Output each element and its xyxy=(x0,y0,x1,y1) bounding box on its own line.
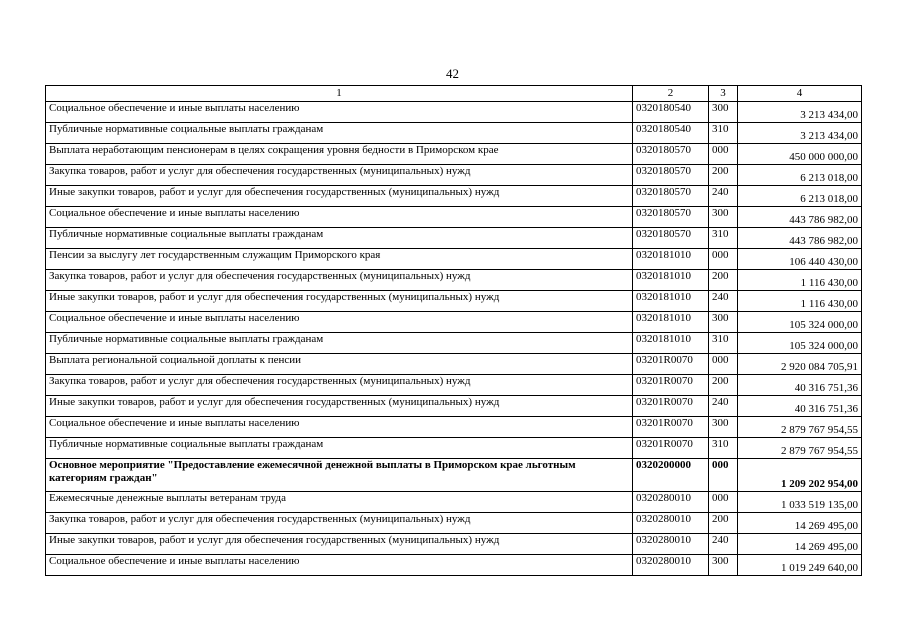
row-code: 03201R0070 xyxy=(633,375,709,396)
row-name: Публичные нормативные социальные выплаты гражданам xyxy=(46,123,633,144)
row-amount: 2 879 767 954,55 xyxy=(738,417,862,438)
row-name: Социальное обеспечение и иные выплаты населению xyxy=(46,555,633,576)
table-row xyxy=(46,186,862,207)
row-amount: 1 033 519 135,00 xyxy=(738,492,862,513)
table-row xyxy=(46,396,862,417)
row-code: 0320200000 xyxy=(633,459,709,492)
row-name: Иные закупки товаров, работ и услуг для обеспечения государственных (муниципальных) нужд xyxy=(46,396,633,417)
row-amount: 2 920 084 705,91 xyxy=(738,354,862,375)
budget-table-body xyxy=(46,86,862,576)
row-amount: 14 269 495,00 xyxy=(738,534,862,555)
row-code: 0320180570 xyxy=(633,207,709,228)
row-amount: 6 213 018,00 xyxy=(738,165,862,186)
row-type: 200 xyxy=(709,270,738,291)
row-name: Публичные нормативные социальные выплаты гражданам xyxy=(46,438,633,459)
row-amount: 1 116 430,00 xyxy=(738,291,862,312)
row-code: 0320181010 xyxy=(633,249,709,270)
page-number: 42 xyxy=(446,66,459,81)
row-type: 240 xyxy=(709,396,738,417)
row-code: 0320180570 xyxy=(633,228,709,249)
table-row xyxy=(46,102,862,123)
row-code: 0320180570 xyxy=(633,165,709,186)
row-code: 0320180570 xyxy=(633,186,709,207)
row-code: 03201R0070 xyxy=(633,417,709,438)
row-amount: 1 019 249 640,00 xyxy=(738,555,862,576)
row-name: Закупка товаров, работ и услуг для обеспечения государственных (муниципальных) нужд xyxy=(46,270,633,291)
row-amount: 1 209 202 954,00 xyxy=(738,459,862,492)
row-code: 0320280010 xyxy=(633,555,709,576)
row-type: 300 xyxy=(709,312,738,333)
table-row xyxy=(46,333,862,354)
row-name: Основное мероприятие "Предоставление ежемесячной денежной выплаты в Приморском крае льготным категориям граждан" xyxy=(46,459,633,492)
row-type: 200 xyxy=(709,165,738,186)
row-name: Пенсии за выслугу лет государственным служащим Приморского края xyxy=(46,249,633,270)
table-row xyxy=(46,375,862,396)
row-code: 0320180540 xyxy=(633,102,709,123)
row-code: 0320280010 xyxy=(633,513,709,534)
table-row xyxy=(46,492,862,513)
row-amount: 443 786 982,00 xyxy=(738,228,862,249)
table-row xyxy=(46,438,862,459)
row-amount: 40 316 751,36 xyxy=(738,375,862,396)
row-type: 240 xyxy=(709,186,738,207)
header-col-amount: 4 xyxy=(738,86,862,102)
row-name: Публичные нормативные социальные выплаты гражданам xyxy=(46,333,633,354)
row-type: 240 xyxy=(709,291,738,312)
row-amount: 3 213 434,00 xyxy=(738,102,862,123)
row-type: 000 xyxy=(709,492,738,513)
row-amount: 6 213 018,00 xyxy=(738,186,862,207)
row-name: Социальное обеспечение и иные выплаты населению xyxy=(46,417,633,438)
row-name: Иные закупки товаров, работ и услуг для обеспечения государственных (муниципальных) нужд xyxy=(46,534,633,555)
row-name: Выплата региональной социальной доплаты к пенсии xyxy=(46,354,633,375)
table-row xyxy=(46,228,862,249)
row-code: 03201R0070 xyxy=(633,354,709,375)
row-amount: 1 116 430,00 xyxy=(738,270,862,291)
row-name: Социальное обеспечение и иные выплаты населению xyxy=(46,102,633,123)
table-row xyxy=(46,249,862,270)
row-type: 300 xyxy=(709,102,738,123)
row-amount: 450 000 000,00 xyxy=(738,144,862,165)
row-amount: 2 879 767 954,55 xyxy=(738,438,862,459)
row-code: 03201R0070 xyxy=(633,438,709,459)
row-type: 240 xyxy=(709,534,738,555)
table-header-row xyxy=(46,86,862,102)
table-row xyxy=(46,312,862,333)
table-row xyxy=(46,417,862,438)
row-name: Иные закупки товаров, работ и услуг для обеспечения государственных (муниципальных) нужд xyxy=(46,186,633,207)
header-col-type: 3 xyxy=(709,86,738,102)
table-row xyxy=(46,513,862,534)
header-col-code: 2 xyxy=(633,86,709,102)
row-code: 0320280010 xyxy=(633,492,709,513)
row-code: 03201R0070 xyxy=(633,396,709,417)
row-type: 000 xyxy=(709,459,738,492)
row-name: Закупка товаров, работ и услуг для обеспечения государственных (муниципальных) нужд xyxy=(46,513,633,534)
row-name: Социальное обеспечение и иные выплаты населению xyxy=(46,312,633,333)
row-type: 300 xyxy=(709,555,738,576)
row-amount: 106 440 430,00 xyxy=(738,249,862,270)
table-row xyxy=(46,144,862,165)
row-type: 000 xyxy=(709,354,738,375)
table-row xyxy=(46,291,862,312)
row-code: 0320181010 xyxy=(633,333,709,354)
row-code: 0320180570 xyxy=(633,144,709,165)
table-row xyxy=(46,207,862,228)
row-name: Социальное обеспечение и иные выплаты населению xyxy=(46,207,633,228)
row-amount: 105 324 000,00 xyxy=(738,333,862,354)
row-code: 0320280010 xyxy=(633,534,709,555)
row-amount: 14 269 495,00 xyxy=(738,513,862,534)
row-amount: 40 316 751,36 xyxy=(738,396,862,417)
row-amount: 105 324 000,00 xyxy=(738,312,862,333)
row-name: Закупка товаров, работ и услуг для обеспечения государственных (муниципальных) нужд xyxy=(46,165,633,186)
row-type: 000 xyxy=(709,144,738,165)
table-row xyxy=(46,123,862,144)
table-row xyxy=(46,270,862,291)
table-row xyxy=(46,354,862,375)
table-row xyxy=(46,555,862,576)
table-row xyxy=(46,165,862,186)
row-type: 310 xyxy=(709,438,738,459)
row-amount: 3 213 434,00 xyxy=(738,123,862,144)
row-type: 300 xyxy=(709,207,738,228)
row-type: 310 xyxy=(709,333,738,354)
row-type: 000 xyxy=(709,249,738,270)
row-type: 310 xyxy=(709,123,738,144)
row-code: 0320181010 xyxy=(633,270,709,291)
header-col-name: 1 xyxy=(46,86,633,102)
row-name: Закупка товаров, работ и услуг для обеспечения государственных (муниципальных) нужд xyxy=(46,375,633,396)
budget-table xyxy=(45,85,862,576)
row-name: Публичные нормативные социальные выплаты гражданам xyxy=(46,228,633,249)
table-row xyxy=(46,534,862,555)
table-row xyxy=(46,459,862,492)
row-name: Выплата неработающим пенсионерам в целях сокращения уровня бедности в Приморском крае xyxy=(46,144,633,165)
row-type: 310 xyxy=(709,228,738,249)
row-code: 0320181010 xyxy=(633,291,709,312)
row-amount: 443 786 982,00 xyxy=(738,207,862,228)
row-type: 300 xyxy=(709,417,738,438)
row-code: 0320180540 xyxy=(633,123,709,144)
row-type: 200 xyxy=(709,513,738,534)
row-name: Иные закупки товаров, работ и услуг для обеспечения государственных (муниципальных) нужд xyxy=(46,291,633,312)
row-code: 0320181010 xyxy=(633,312,709,333)
row-type: 200 xyxy=(709,375,738,396)
row-name: Ежемесячные денежные выплаты ветеранам труда xyxy=(46,492,633,513)
